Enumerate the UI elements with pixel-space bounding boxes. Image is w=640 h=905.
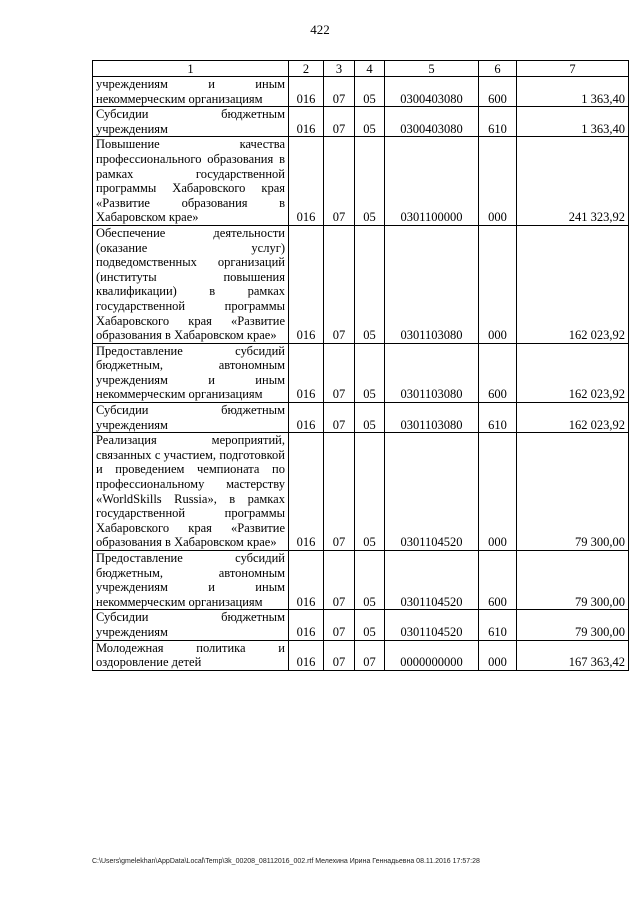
target-article-cell: 0300403080 xyxy=(385,107,479,137)
target-article-cell: 0000000000 xyxy=(385,640,479,670)
row-name-cell: Предоставление субсидий бюджетным, автономным учреждениям и иным некоммерческим организациям xyxy=(93,551,289,610)
section-code-cell: 07 xyxy=(324,403,355,433)
expense-type-cell: 600 xyxy=(479,551,517,610)
section-code-cell: 07 xyxy=(324,551,355,610)
amount-cell: 1 363,40 xyxy=(517,107,629,137)
ministry-code-cell: 016 xyxy=(289,137,324,226)
subsection-code-cell: 05 xyxy=(355,137,385,226)
expense-type-cell: 610 xyxy=(479,403,517,433)
row-name-cell: Субсидии бюджетным учреждениям xyxy=(93,403,289,433)
subsection-code-cell: 05 xyxy=(355,433,385,551)
subsection-code-cell: 05 xyxy=(355,403,385,433)
amount-cell: 79 300,00 xyxy=(517,610,629,640)
amount-cell: 162 023,92 xyxy=(517,403,629,433)
row-name-cell: Повышение качества профессионального образования в рамках государственной программы Хабаровского края «Развитие образования в Хабаровском крае» xyxy=(93,137,289,226)
page-number: 422 xyxy=(310,22,330,37)
section-code-cell: 07 xyxy=(324,225,355,343)
row-name-cell: Молодежная политика и оздоровление детей xyxy=(93,640,289,670)
expense-type-cell: 610 xyxy=(479,107,517,137)
expense-type-cell: 600 xyxy=(479,77,517,107)
table-body xyxy=(93,77,629,671)
subsection-code-cell: 05 xyxy=(355,77,385,107)
expense-type-cell: 000 xyxy=(479,225,517,343)
row-name-cell: учреждениям и иным некоммерческим организациям xyxy=(93,77,289,107)
table-row xyxy=(93,137,629,226)
amount-cell: 79 300,00 xyxy=(517,551,629,610)
ministry-code-cell: 016 xyxy=(289,551,324,610)
target-article-cell: 0301103080 xyxy=(385,403,479,433)
ministry-code-cell: 016 xyxy=(289,433,324,551)
target-article-cell: 0301104520 xyxy=(385,551,479,610)
section-code-cell: 07 xyxy=(324,610,355,640)
subsection-code-cell: 05 xyxy=(355,107,385,137)
target-article-cell: 0301103080 xyxy=(385,343,479,402)
section-code-cell: 07 xyxy=(324,433,355,551)
expense-type-cell: 610 xyxy=(479,610,517,640)
table-row xyxy=(93,403,629,433)
table-row xyxy=(93,640,629,670)
target-article-cell: 0301100000 xyxy=(385,137,479,226)
column-header-1: 1 xyxy=(93,61,289,77)
budget-table xyxy=(92,60,629,671)
amount-cell: 1 363,40 xyxy=(517,77,629,107)
expense-type-cell: 000 xyxy=(479,640,517,670)
ministry-code-cell: 016 xyxy=(289,403,324,433)
ministry-code-cell: 016 xyxy=(289,107,324,137)
ministry-code-cell: 016 xyxy=(289,225,324,343)
target-article-cell: 0301103080 xyxy=(385,225,479,343)
ministry-code-cell: 016 xyxy=(289,640,324,670)
column-header-3: 3 xyxy=(324,61,355,77)
section-code-cell: 07 xyxy=(324,343,355,402)
table-row xyxy=(93,107,629,137)
amount-cell: 167 363,42 xyxy=(517,640,629,670)
section-code-cell: 07 xyxy=(324,107,355,137)
expense-type-cell: 600 xyxy=(479,343,517,402)
column-header-2: 2 xyxy=(289,61,324,77)
row-name-cell: Реализация мероприятий, связанных с участием, подготовкой и проведением чемпионата по профессиональному мастерству «WorldSkills Russia», в рамках государственной программы Хабаровского края «Развитие образования в Хабаровском крае» xyxy=(93,433,289,551)
row-name-cell: Обеспечение деятельности (оказание услуг) подведомственных организаций (институты повышения квалификации) в рамках государственной программы Хабаровского края «Развитие образования в Хабаровском крае» xyxy=(93,225,289,343)
table-row xyxy=(93,343,629,402)
subsection-code-cell: 05 xyxy=(355,551,385,610)
target-article-cell: 0300403080 xyxy=(385,77,479,107)
section-code-cell: 07 xyxy=(324,77,355,107)
row-name-cell: Субсидии бюджетным учреждениям xyxy=(93,107,289,137)
table-row xyxy=(93,433,629,551)
row-name-cell: Субсидии бюджетным учреждениям xyxy=(93,610,289,640)
ministry-code-cell: 016 xyxy=(289,77,324,107)
subsection-code-cell: 05 xyxy=(355,343,385,402)
expense-type-cell: 000 xyxy=(479,137,517,226)
target-article-cell: 0301104520 xyxy=(385,610,479,640)
expense-type-cell: 000 xyxy=(479,433,517,551)
column-header-6: 6 xyxy=(479,61,517,77)
amount-cell: 241 323,92 xyxy=(517,137,629,226)
target-article-cell: 0301104520 xyxy=(385,433,479,551)
table-row xyxy=(93,610,629,640)
subsection-code-cell: 07 xyxy=(355,640,385,670)
amount-cell: 162 023,92 xyxy=(517,225,629,343)
subsection-code-cell: 05 xyxy=(355,610,385,640)
row-name-cell: Предоставление субсидий бюджетным, автономным учреждениям и иным некоммерческим организациям xyxy=(93,343,289,402)
column-header-4: 4 xyxy=(355,61,385,77)
ministry-code-cell: 016 xyxy=(289,343,324,402)
table-header-row xyxy=(93,61,629,77)
footer-file-path: C:\Users\gmelekhan\AppData\Local\Temp\3k_00208_08112016_002.rtf Мелехина Ирина Геннадьевна 08.11.2016 17:57:28 xyxy=(92,858,480,865)
table-row xyxy=(93,551,629,610)
table-row xyxy=(93,225,629,343)
table-row xyxy=(93,77,629,107)
section-code-cell: 07 xyxy=(324,137,355,226)
amount-cell: 79 300,00 xyxy=(517,433,629,551)
amount-cell: 162 023,92 xyxy=(517,343,629,402)
ministry-code-cell: 016 xyxy=(289,610,324,640)
subsection-code-cell: 05 xyxy=(355,225,385,343)
column-header-7: 7 xyxy=(517,61,629,77)
column-header-5: 5 xyxy=(385,61,479,77)
section-code-cell: 07 xyxy=(324,640,355,670)
